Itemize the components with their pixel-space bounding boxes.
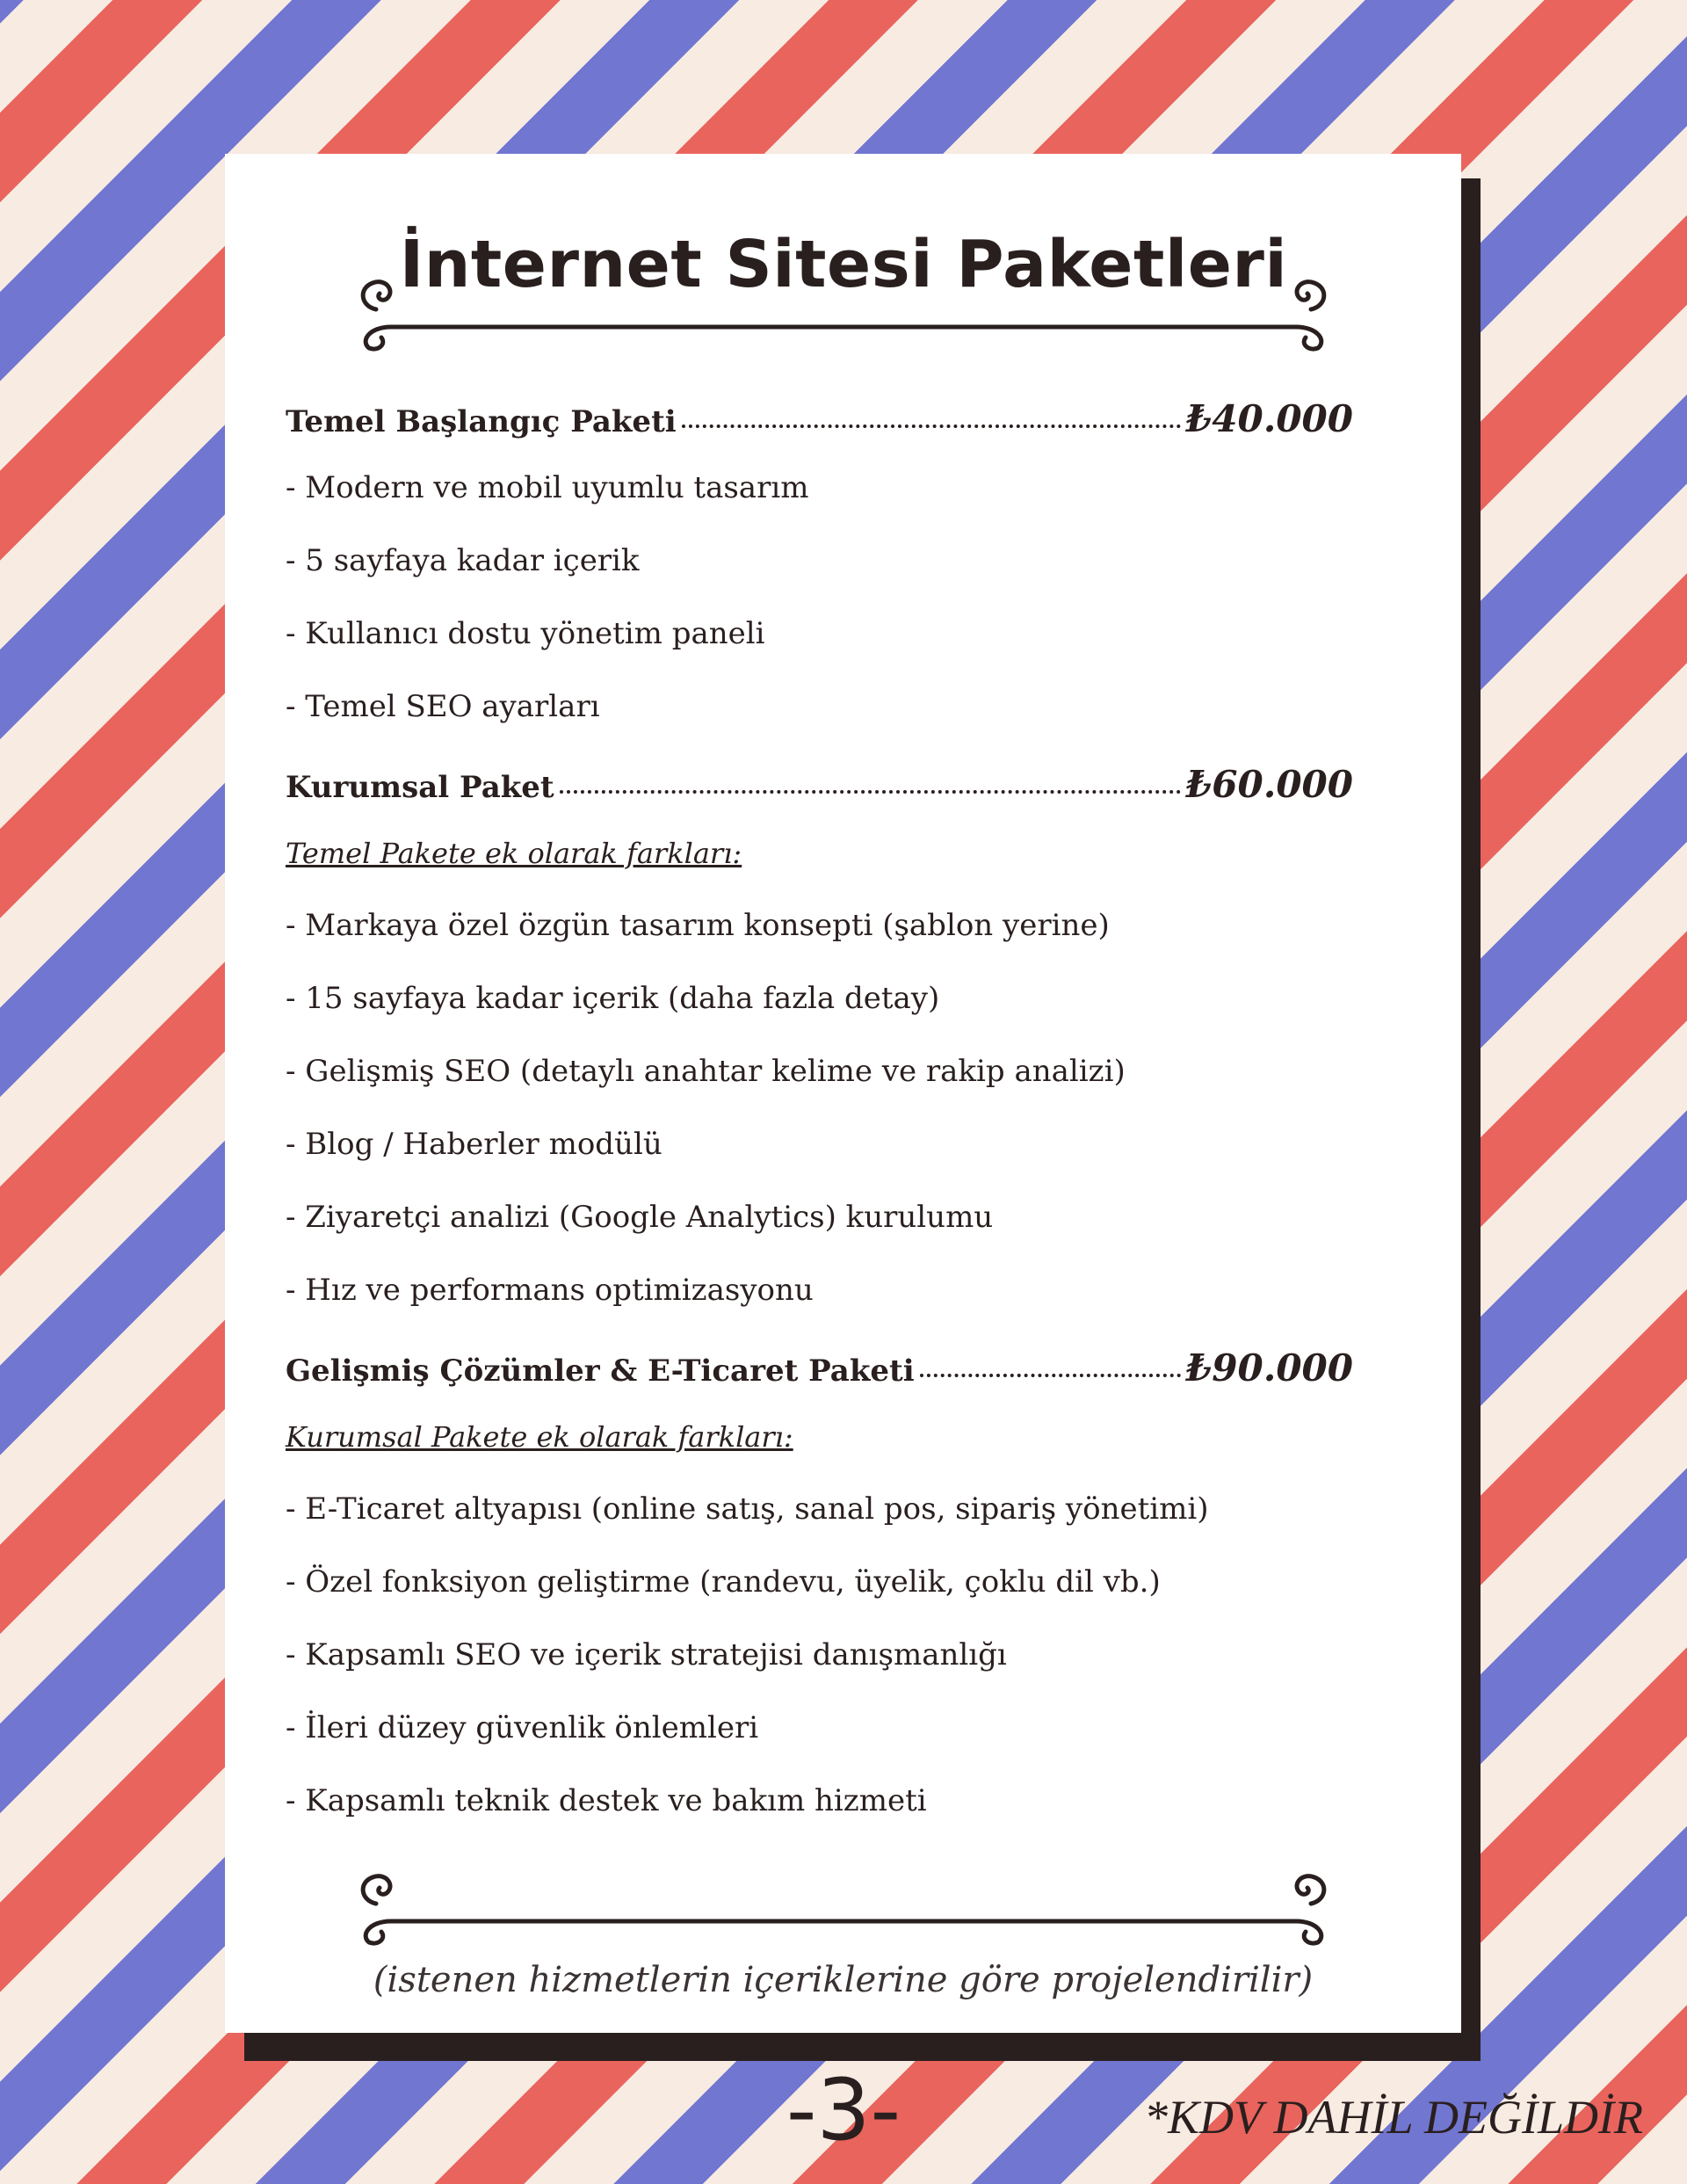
feature-item: - E-Ticaret altyapısı (online satış, sanal pos, sipariş yönetimi) (286, 1491, 1209, 1527)
feature-item: - Ziyaretçi analizi (Google Analytics) kurulumu (286, 1200, 994, 1235)
package-name: Gelişmiş Çözümler & E-Ticaret Paketi (286, 1353, 915, 1389)
package-price: ₺60.000 (1186, 763, 1353, 806)
feature-item: - Temel SEO ayarları (286, 689, 600, 724)
feature-item: - İleri düzey güvenlik önlemleri (286, 1710, 759, 1745)
package-price: ₺90.000 (1186, 1346, 1353, 1389)
package-subheading: Temel Pakete ek olarak farkları: (286, 837, 742, 870)
package-name: Kurumsal Paket (286, 770, 554, 805)
vat-note: *KDV DAHİL DEĞİLDİR (1143, 2091, 1643, 2144)
package-header (286, 397, 1353, 440)
feature-item: - Hız ve performans optimizasyonu (286, 1273, 814, 1308)
package-name: Temel Başlangıç Paketi (286, 404, 677, 439)
feature-item: - Kullanıcı dostu yönetim paneli (286, 616, 765, 651)
feature-item: - Gelişmiş SEO (detaylı anahtar kelime ve rakip analizi) (286, 1054, 1126, 1089)
feature-item: - Kapsamlı SEO ve içerik stratejisi danışmanlığı (286, 1637, 1007, 1672)
feature-item: - Modern ve mobil uyumlu tasarım (286, 470, 809, 505)
page-title: İnternet Sitesi Paketleri (399, 227, 1288, 302)
feature-item: - 5 sayfaya kadar içerik (286, 543, 640, 578)
footer-note: (istenen hizmetlerin içeriklerine göre projelendirilir) (373, 1960, 1314, 2000)
top-flourish-ornament (351, 264, 1336, 352)
bottom-flourish-ornament (351, 1872, 1336, 1960)
dot-leader (920, 1374, 1181, 1377)
package-subheading: Kurumsal Pakete ek olarak farkları: (286, 1420, 793, 1454)
page-number: -3- (786, 2061, 901, 2159)
feature-item: - Kapsamlı teknik destek ve bakım hizmeti (286, 1783, 927, 1818)
feature-item: - Blog / Haberler modülü (286, 1127, 662, 1162)
feature-item: - 15 sayfaya kadar içerik (daha fazla detay) (286, 981, 940, 1016)
dot-leader (560, 790, 1181, 794)
package-header (286, 763, 1353, 806)
package-price: ₺40.000 (1186, 397, 1353, 440)
feature-item: - Markaya özel özgün tasarım konsepti (şablon yerine) (286, 908, 1110, 943)
feature-item: - Özel fonksiyon geliştirme (randevu, üyelik, çoklu dil vb.) (286, 1564, 1161, 1600)
dot-leader (682, 424, 1181, 428)
package-header (286, 1346, 1353, 1389)
